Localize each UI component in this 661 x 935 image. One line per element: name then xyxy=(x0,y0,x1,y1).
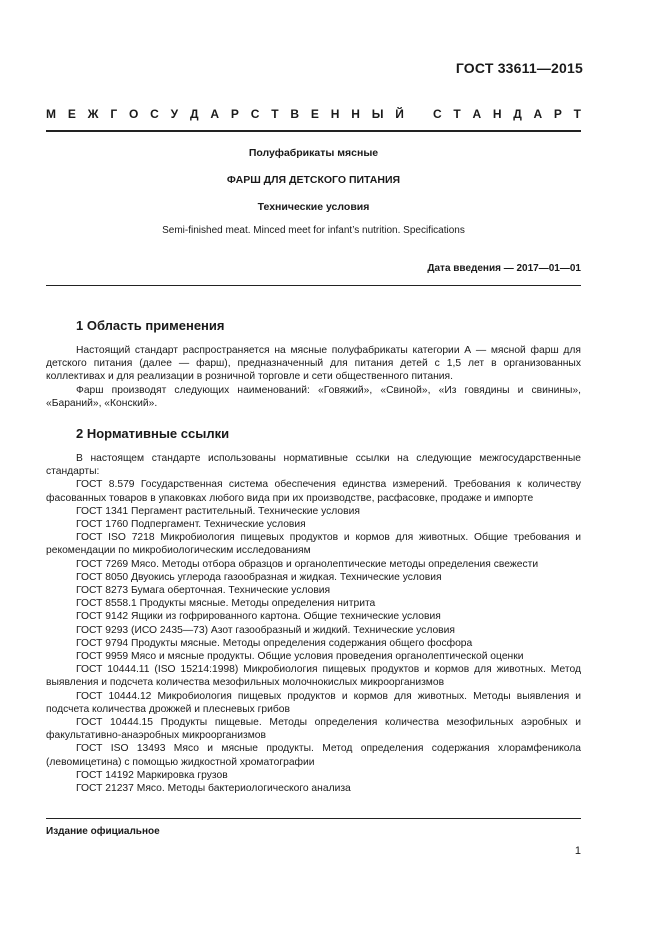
reference-item: ГОСТ 8273 Бумага оберточная. Технические условия xyxy=(76,585,331,597)
section-2-intro: В настоящем стандарте использованы нормативные ссылки на следующие межгосударственные стандарты: xyxy=(46,453,581,478)
reference-item: ГОСТ 9293 (ИСО 2435—73) Азот газообразный и жидкий. Технические условия xyxy=(76,624,455,636)
banner-letter: С xyxy=(150,107,159,121)
banner-letter: Е xyxy=(310,107,319,121)
banner-letter: Н xyxy=(492,107,502,121)
english-title: Semi-finished meat. Minced meet for infant’s nutrition. Specifications xyxy=(162,225,465,236)
footer-rule xyxy=(46,818,581,819)
document-subtitle: Полуфабрикаты мясные xyxy=(248,147,379,159)
banner-letter: А xyxy=(210,107,220,121)
section-1-title: 1 Область применения xyxy=(76,318,225,333)
banner-letter: Ы xyxy=(371,107,384,121)
banner-letter: Е xyxy=(67,107,76,121)
reference-item: ГОСТ 1341 Пергамент растительный. Технические условия xyxy=(76,505,360,517)
reference-item: ГОСТ 14192 Маркировка грузов xyxy=(76,769,228,781)
reference-item: ГОСТ 7269 Мясо. Методы отбора образцов и органолептические методы определения свежести xyxy=(76,558,539,570)
banner-letter: М xyxy=(46,107,56,121)
reference-item: ГОСТ 10444.11 (ISO 15214:1998) Микробиология пищевых продуктов и кормов для животных. Метод выявления и подсчета количества мезофильных молочнокислых микроорганизмов xyxy=(46,664,581,689)
interstate-word xyxy=(46,107,404,121)
date-rule xyxy=(46,285,581,286)
official-edition-note: Издание официальное xyxy=(46,826,160,837)
document-body xyxy=(46,318,581,795)
section-2-title: 2 Нормативные ссылки xyxy=(76,426,230,442)
banner-letter: С xyxy=(250,107,260,121)
gost-number: ГОСТ 33611—2015 xyxy=(455,60,583,76)
banner-letter: О xyxy=(129,107,139,121)
reference-item: ГОСТ 8050 Двуокись углерода газообразная и жидкая. Технические условия xyxy=(76,571,442,583)
banner-letter: А xyxy=(533,107,543,121)
header-rule xyxy=(46,130,581,132)
banner-letter: У xyxy=(170,107,179,121)
banner-letter: Р xyxy=(553,107,562,121)
section-1-paragraph: Настоящий стандарт распространяется на мясные полуфабрикаты категории А — мясной фарш для детского питания (далее — фарш), предназначенный для питания детей с 1,5 лет в организованных коллективах и для реализации в розничной торговле и сети общественного питания. xyxy=(46,345,581,383)
document-title: ФАРШ ДЛЯ ДЕТСКОГО ПИТАНИЯ xyxy=(226,174,401,186)
banner-letter: Г xyxy=(110,107,118,121)
reference-item: ГОСТ 8.579 Государственная система обеспечения единства измерений. Требования к количеству фасованных товаров в упаковках любого вида при их производстве, расфасовке, продаже и импорте xyxy=(46,479,581,504)
effective-date: Дата введения — 2017—01—01 xyxy=(427,263,581,274)
banner-letter: Н xyxy=(330,107,340,121)
banner-letter: Н xyxy=(351,107,360,121)
document-spec: Технические условия xyxy=(257,201,370,213)
banner-letter: Т xyxy=(271,107,279,121)
banner-letter: Д xyxy=(189,107,199,121)
banner-letter: А xyxy=(472,107,482,121)
reference-item: ГОСТ ISO 13493 Мясо и мясные продукты. Метод определения содержания хлорамфеникола (левомицетина) с помощью жидкостной хроматографии xyxy=(46,743,581,768)
banner-letter: Р xyxy=(230,107,239,121)
banner-letter: Д xyxy=(513,107,522,121)
reference-item: ГОСТ 9959 Мясо и мясные продукты. Общие условия проведения органолептической оценки xyxy=(76,651,524,663)
banner-letter: В xyxy=(290,107,300,121)
banner-letter: Й xyxy=(395,107,404,121)
reference-item: ГОСТ 1760 Подпергамент. Технические условия xyxy=(76,519,306,531)
banner-letter: С xyxy=(433,107,442,121)
reference-item: ГОСТ 9142 Ящики из гофрированного картона. Общие технические условия xyxy=(76,611,441,623)
reference-item: ГОСТ ISO 7218 Микробиология пищевых продуктов и кормов для животных. Общие требования и рекомендации по микробиологическим исследованиям xyxy=(46,532,581,557)
reference-item: ГОСТ 10444.15 Продукты пищевые. Методы определения количества мезофильных аэробных и факультативно-анаэробных микроорганизмов xyxy=(46,717,581,742)
section-1-paragraph: Фарш производят следующих наименований: «Говяжий», «Свиной», «Из говядины и свинины», «Бараний», «Конский». xyxy=(46,384,581,409)
standard-word xyxy=(433,107,581,121)
banner-letter: Ж xyxy=(87,107,99,121)
page-number: 1 xyxy=(574,845,581,857)
reference-item: ГОСТ 10444.12 Микробиология пищевых продуктов и кормов для животных. Методы выявления и подсчета количества дрожжей и плесневых грибов xyxy=(46,690,581,715)
interstate-standard-banner xyxy=(46,107,581,121)
reference-item: ГОСТ 8558.1 Продукты мясные. Методы определения нитрита xyxy=(76,598,376,610)
reference-item: ГОСТ 9794 Продукты мясные. Методы определения содержания общего фосфора xyxy=(76,637,473,649)
banner-letter: Т xyxy=(453,107,461,121)
banner-letter: Т xyxy=(573,107,581,121)
reference-item: ГОСТ 21237 Мясо. Методы бактериологического анализа xyxy=(76,783,351,795)
